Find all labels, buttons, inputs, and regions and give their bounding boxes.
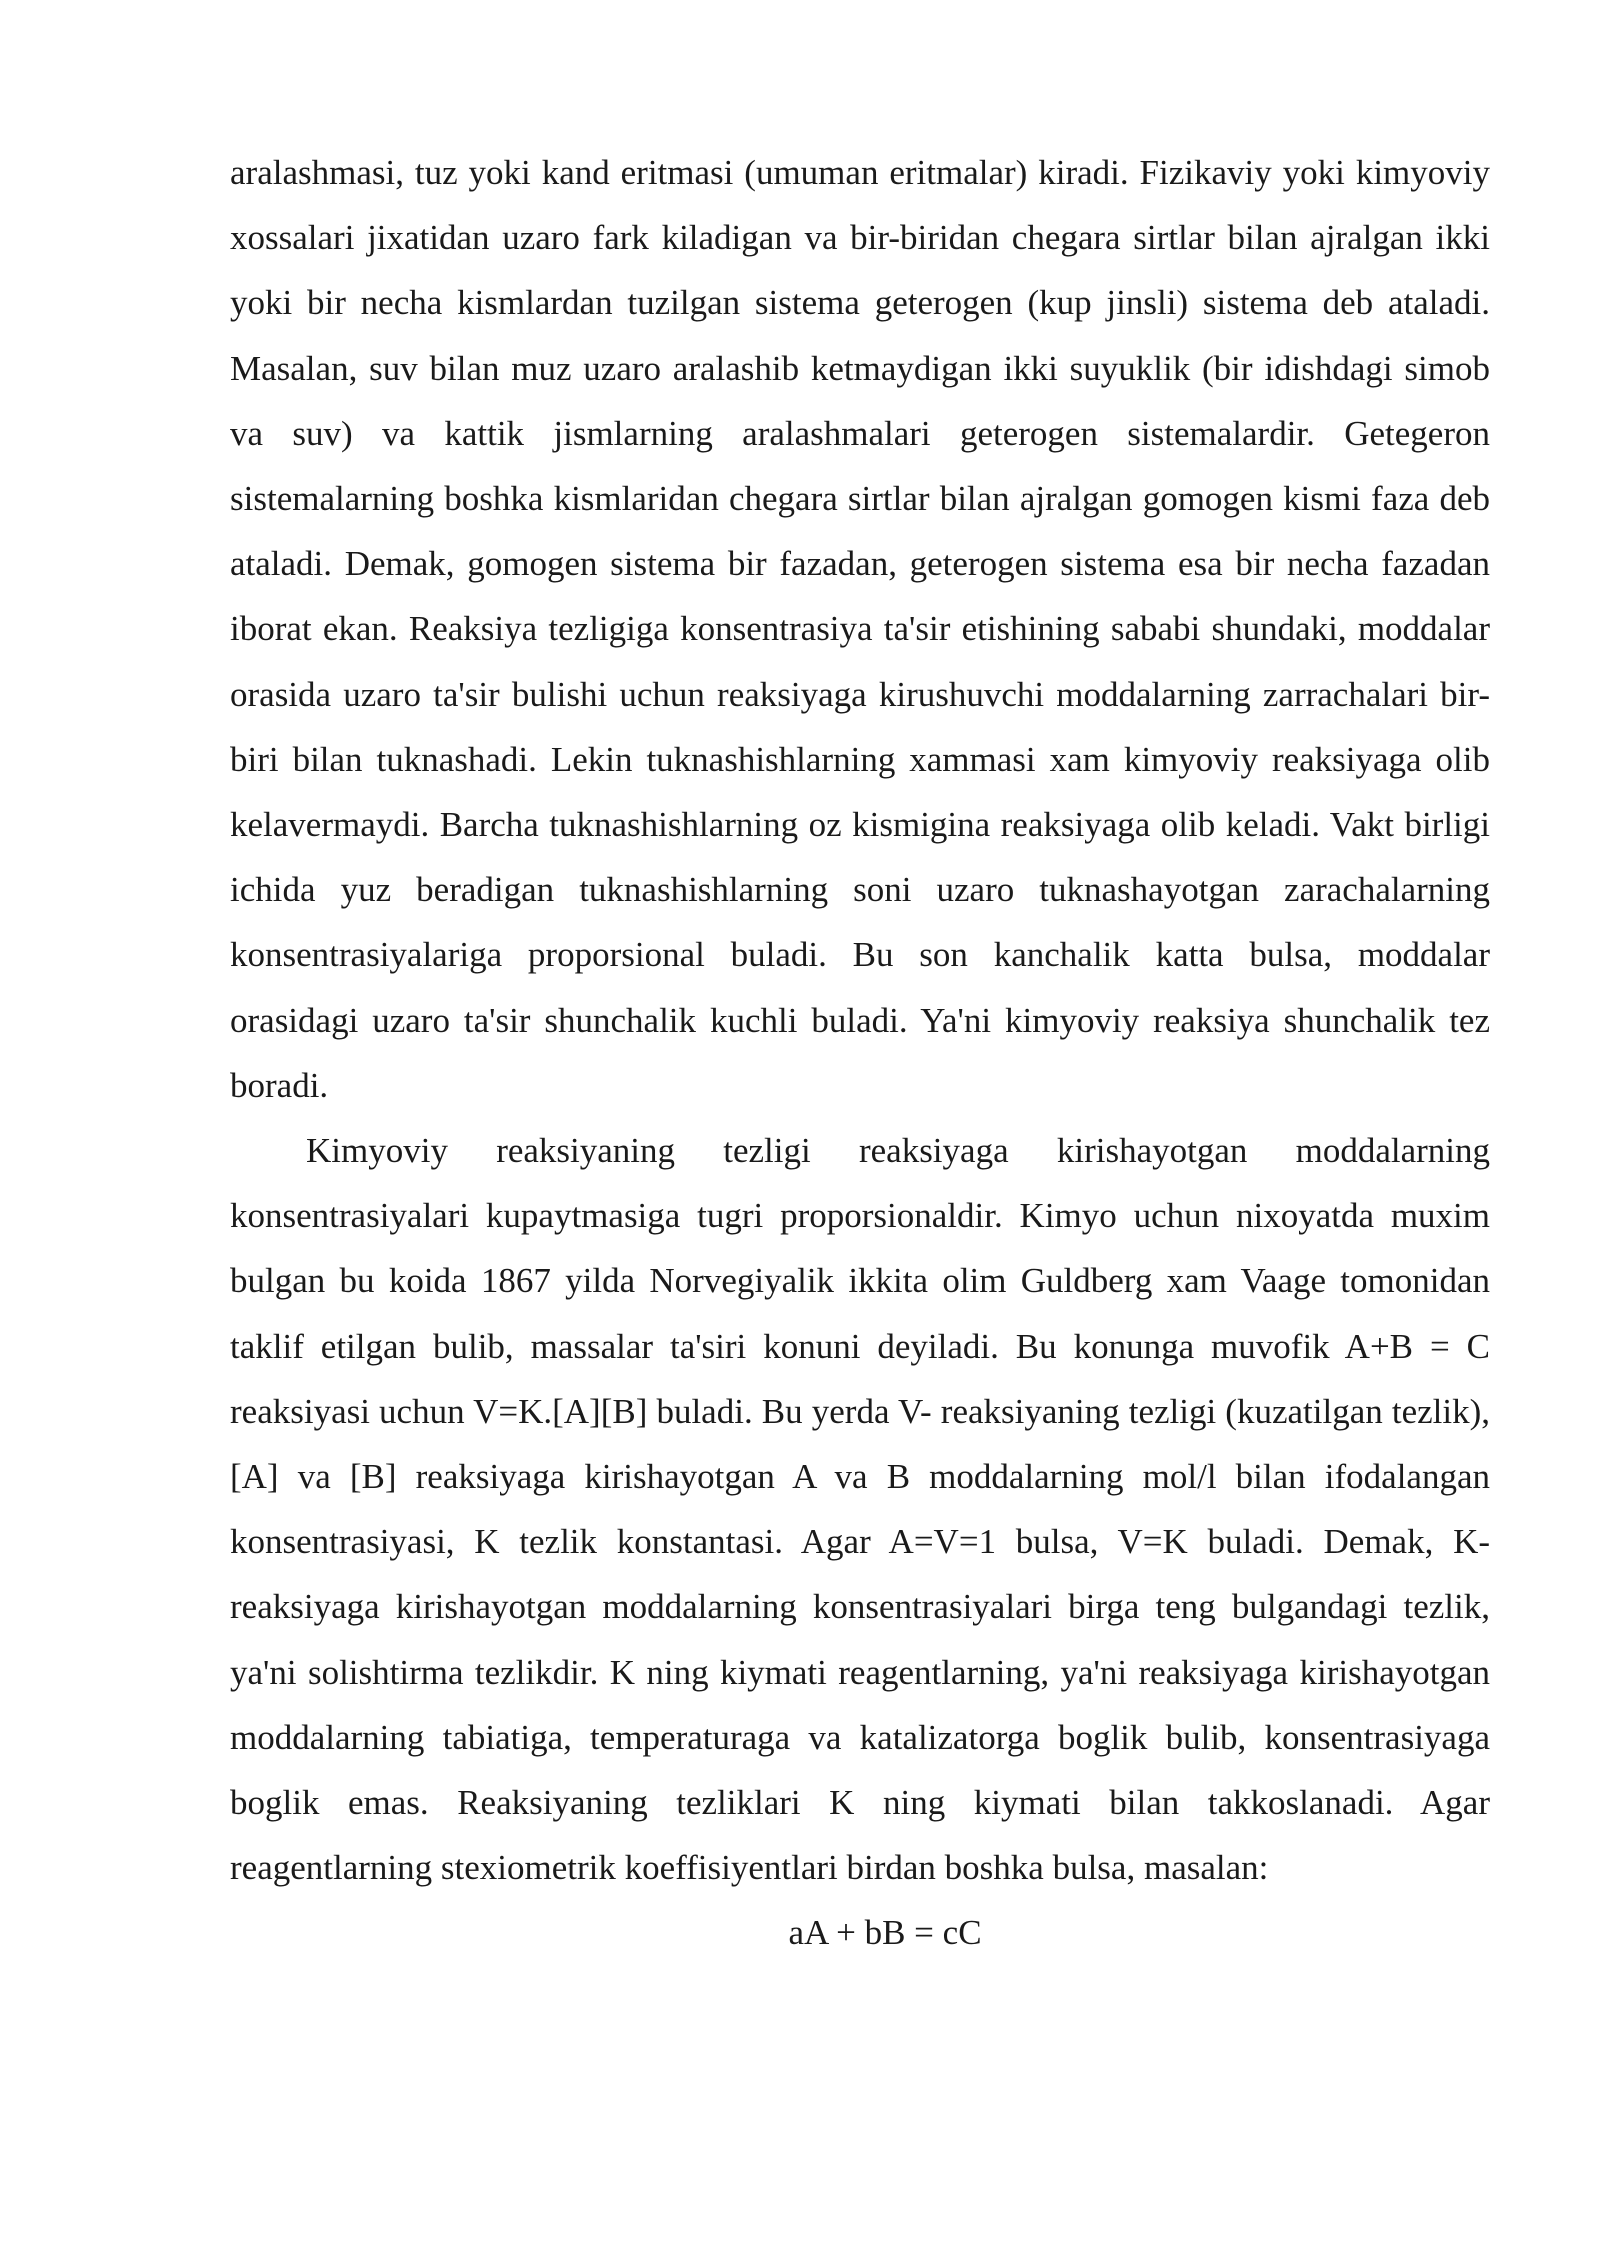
paragraph-phases: aralashmasi, tuz yoki kand eritmasi (umuman eritmalar) kiradi. Fizikaviy yoki kimyoviy xossalari jixatidan uzaro fark kiladigan va bir-biridan chegara sirtlar bilan ajralgan ikki yoki bir necha kismlardan tuzilgan sistema geterogen (kup jinsli) sistema deb ataladi. Masalan, suv bilan muz uzaro aralashib ketmaydigan ikki suyuklik (bir idishdagi simob va suv) va kattik jismlarning aralashmalari geterogen sistemalardir. Getegeron sistemalarning boshka kismlaridan chegara sirtlar bilan ajralgan gomogen kismi faza deb ataladi. Demak, gomogen sistema bir fazadan, geterogen sistema esa bir necha fazadan iborat ekan. Reaksiya tezligiga konsentrasiya ta'sir etishining sababi shundaki, moddalar orasida uzaro ta'sir bulishi uchun reaksiyaga kirushuvchi moddalarning zarrachalari bir-biri bilan tuknashadi. Lekin tuknashishlarning xammasi xam kimyoviy reaksiyaga olib kelavermaydi. Barcha tuknashishlarning oz kismigina reaksiyaga olib keladi. Vakt birligi ichida yuz beradigan tuknashishlarning soni uzaro tuknashayotgan zarachalarning konsentrasiyalariga proporsional buladi. Bu son kanchalik katta bulsa, moddalar orasidagi uzaro ta'sir shunchalik kuchli buladi. Ya'ni kimyoviy reaksiya shunchalik tez boradi. <box>230 153 1490 1105</box>
paragraph-mass-action-law: Kimyoviy reaksiyaning tezligi reaksiyaga kirishayotgan moddalarning konsentrasiyalari kupaytmasiga tugri proporsionaldir. Kimyo uchun nixoyatda muxim bulgan bu koida 1867 yilda Norvegiyalik ikkita olim Guldberg xam Vaage tomonidan taklif etilgan bulib, massalar ta'siri konuni deyiladi. Bu konunga muvofik A+B = C reaksiyasi uchun V=K.[A][B] buladi. Bu yerda V- reaksiyaning tezligi (kuzatilgan tezlik), [A] va [B] reaksiyaga kirishayotgan A va B moddalarning mol/l bilan ifodalangan konsentrasiyasi, K tezlik konstantasi. Agar A=V=1 bulsa, V=K buladi. Demak, K- reaksiyaga kirishayotgan moddalarning konsentrasiyalari birga teng bulgandagi tezlik, ya'ni solishtirma tezlikdir. K ning kiymati reagentlarning, ya'ni reaksiyaga kirishayotgan moddalarning tabiatiga, temperaturaga va katalizatorga boglik bulib, konsentrasiyaga boglik emas. Reaksiyaning tezliklari K ning kiymati bilan takkoslanadi. Agar reagentlarning stexiometrik koeffisiyentlari birdan boshka bulsa, masalan: <box>230 1131 1490 1888</box>
document-page <box>230 140 1490 1966</box>
reaction-formula: aA + bB = cC <box>788 1913 982 1953</box>
